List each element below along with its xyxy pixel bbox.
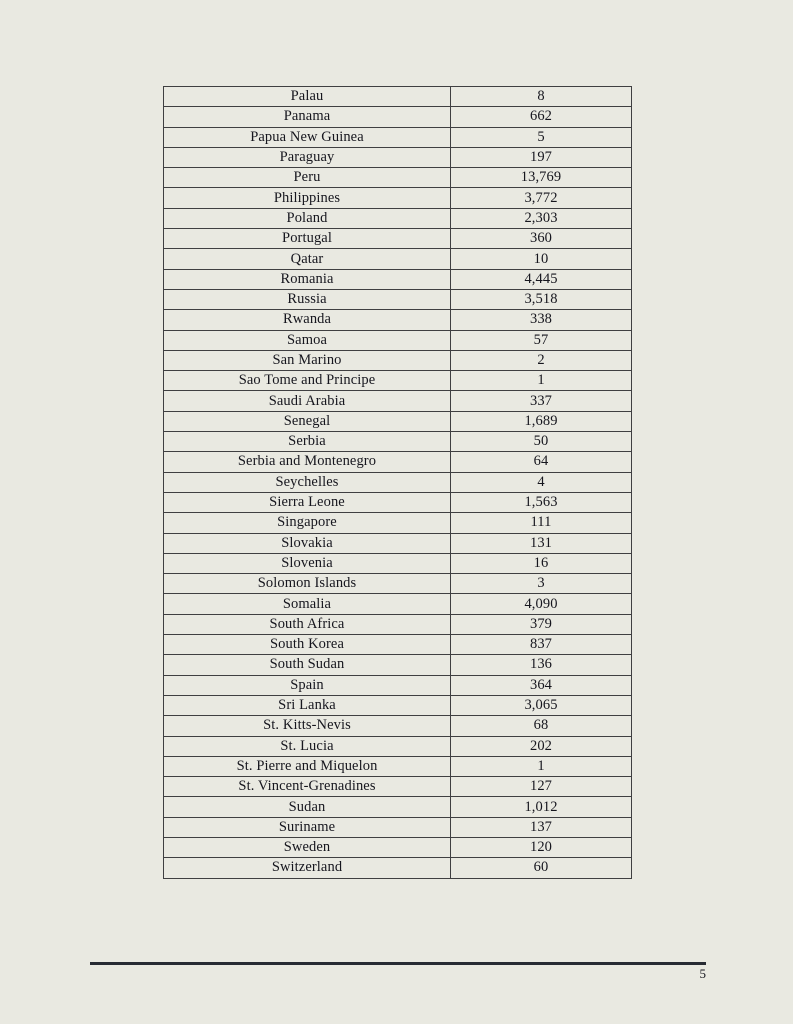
country-cell: Portugal — [164, 229, 451, 249]
value-cell: 1,563 — [451, 492, 632, 512]
value-cell: 3 — [451, 574, 632, 594]
table-row — [164, 269, 632, 289]
country-cell: Sri Lanka — [164, 695, 451, 715]
country-cell: Qatar — [164, 249, 451, 269]
country-cell: South Sudan — [164, 655, 451, 675]
value-cell: 360 — [451, 229, 632, 249]
table-row — [164, 513, 632, 533]
table-row — [164, 208, 632, 228]
table-row — [164, 411, 632, 431]
table-row — [164, 310, 632, 330]
table-row — [164, 188, 632, 208]
table-row — [164, 837, 632, 857]
value-cell: 3,065 — [451, 695, 632, 715]
value-cell: 127 — [451, 777, 632, 797]
value-cell: 364 — [451, 675, 632, 695]
page-number: 5 — [699, 966, 706, 981]
table-row — [164, 817, 632, 837]
country-cell: Slovakia — [164, 533, 451, 553]
value-cell: 64 — [451, 452, 632, 472]
table-row — [164, 147, 632, 167]
country-cell: Solomon Islands — [164, 574, 451, 594]
country-cell: Senegal — [164, 411, 451, 431]
value-cell: 4 — [451, 472, 632, 492]
value-cell: 1 — [451, 756, 632, 776]
country-cell: Romania — [164, 269, 451, 289]
country-cell: Sweden — [164, 837, 451, 857]
value-cell: 68 — [451, 716, 632, 736]
country-value-table — [163, 86, 632, 879]
country-cell: Peru — [164, 168, 451, 188]
value-cell: 837 — [451, 635, 632, 655]
value-cell: 5 — [451, 127, 632, 147]
value-cell: 202 — [451, 736, 632, 756]
value-cell: 4,445 — [451, 269, 632, 289]
value-cell: 1 — [451, 371, 632, 391]
table-row — [164, 107, 632, 127]
table-row — [164, 797, 632, 817]
value-cell: 337 — [451, 391, 632, 411]
country-cell: St. Lucia — [164, 736, 451, 756]
country-cell: South Africa — [164, 614, 451, 634]
country-cell: Switzerland — [164, 858, 451, 878]
value-cell: 379 — [451, 614, 632, 634]
table-row — [164, 391, 632, 411]
country-cell: Suriname — [164, 817, 451, 837]
country-cell: St. Pierre and Miquelon — [164, 756, 451, 776]
country-cell: Samoa — [164, 330, 451, 350]
country-cell: Sao Tome and Principe — [164, 371, 451, 391]
country-cell: Spain — [164, 675, 451, 695]
table-row — [164, 655, 632, 675]
table-row — [164, 635, 632, 655]
value-cell: 2,303 — [451, 208, 632, 228]
country-cell: Russia — [164, 289, 451, 309]
table-row — [164, 87, 632, 107]
value-cell: 57 — [451, 330, 632, 350]
table-row — [164, 858, 632, 878]
value-cell: 2 — [451, 350, 632, 370]
table-row — [164, 350, 632, 370]
value-cell: 197 — [451, 147, 632, 167]
value-cell: 662 — [451, 107, 632, 127]
value-cell: 131 — [451, 533, 632, 553]
table-row — [164, 229, 632, 249]
country-cell: South Korea — [164, 635, 451, 655]
country-cell: St. Kitts-Nevis — [164, 716, 451, 736]
country-cell: Saudi Arabia — [164, 391, 451, 411]
table-row — [164, 777, 632, 797]
value-cell: 338 — [451, 310, 632, 330]
value-cell: 50 — [451, 432, 632, 452]
country-cell: Philippines — [164, 188, 451, 208]
country-cell: Serbia and Montenegro — [164, 452, 451, 472]
value-cell: 1,012 — [451, 797, 632, 817]
footer-divider — [90, 962, 706, 965]
table-row — [164, 533, 632, 553]
value-cell: 10 — [451, 249, 632, 269]
value-cell: 3,772 — [451, 188, 632, 208]
table-row — [164, 756, 632, 776]
table-row — [164, 574, 632, 594]
country-table-body — [164, 87, 632, 879]
table-row — [164, 553, 632, 573]
value-cell: 137 — [451, 817, 632, 837]
table-row — [164, 492, 632, 512]
country-cell: Sudan — [164, 797, 451, 817]
table-row — [164, 371, 632, 391]
table-row — [164, 716, 632, 736]
table-row — [164, 289, 632, 309]
table-row — [164, 168, 632, 188]
value-cell: 8 — [451, 87, 632, 107]
table-row — [164, 472, 632, 492]
value-cell: 13,769 — [451, 168, 632, 188]
country-cell: San Marino — [164, 350, 451, 370]
table-row — [164, 127, 632, 147]
value-cell: 16 — [451, 553, 632, 573]
country-cell: Sierra Leone — [164, 492, 451, 512]
country-cell: Singapore — [164, 513, 451, 533]
table-row — [164, 432, 632, 452]
table-row — [164, 614, 632, 634]
table-row — [164, 249, 632, 269]
country-cell: Serbia — [164, 432, 451, 452]
table-row — [164, 330, 632, 350]
country-cell: Somalia — [164, 594, 451, 614]
value-cell: 60 — [451, 858, 632, 878]
value-cell: 1,689 — [451, 411, 632, 431]
country-cell: St. Vincent-Grenadines — [164, 777, 451, 797]
country-cell: Paraguay — [164, 147, 451, 167]
value-cell: 120 — [451, 837, 632, 857]
value-cell: 4,090 — [451, 594, 632, 614]
country-cell: Palau — [164, 87, 451, 107]
country-cell: Seychelles — [164, 472, 451, 492]
country-cell: Slovenia — [164, 553, 451, 573]
country-cell: Rwanda — [164, 310, 451, 330]
value-cell: 136 — [451, 655, 632, 675]
table-row — [164, 452, 632, 472]
table-row — [164, 695, 632, 715]
table-row — [164, 675, 632, 695]
country-cell: Panama — [164, 107, 451, 127]
table-row — [164, 736, 632, 756]
table-row — [164, 594, 632, 614]
country-cell: Poland — [164, 208, 451, 228]
value-cell: 111 — [451, 513, 632, 533]
value-cell: 3,518 — [451, 289, 632, 309]
country-cell: Papua New Guinea — [164, 127, 451, 147]
